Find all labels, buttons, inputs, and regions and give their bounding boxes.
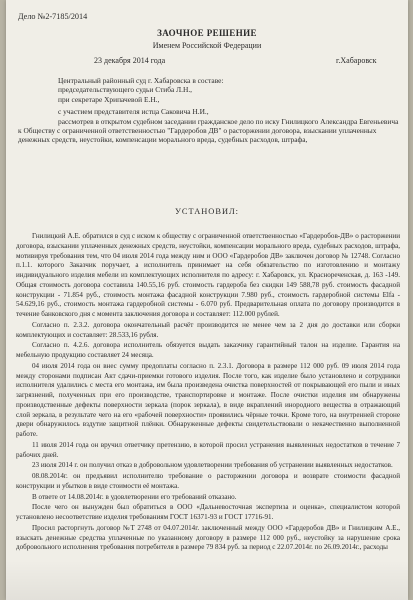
decision-city: г.Хабаровск <box>336 56 377 65</box>
paragraph: Просил расторгнуть договор №Т 2748 от 04.07.2014г. заключенный между ООО «Гардеробов ДВ» и Гнилицким А.Е., взыскать денежные средства уплаченные по указанному договору в размере 112 000 руб., неустойку за нарушение срока добровольного исполнения требования потребителя в размере 79 834 руб. за период с 22.07.2014г. по 26.09.2014г., расходы <box>16 523 400 552</box>
paragraph: 04 июля 2014 года он внес сумму предоплаты согласно п. 2.3.1. Договора в размере 112 000 руб. 09 июля 2014 года между сторонами подписан Акт сдачи-приемки готового изделия. После того, как изделие было установлено и сотрудники исполнителя удалились с места его монтажа, им была произведена очистка поверхностей от покрывающей его пыли и иных загрязнений, полученных при его производстве, транспортировке и монтаже. После очистки изделия им обнаружены производственные дефекты поверхности зеркала (порок зеркала), в виде вкраплений инородного вещества в отражающий слой зеркала, в результате чего на его «рабочей поверхности» проявились чёрные точки. Кроме того, на внутренней стороне двери обнаружилось вздутие защитной плёнки. Обнаруженные дефекты свидетельствовали о некачественно выполненной работе. <box>16 361 400 438</box>
paragraph: 08.08.2014г. он предъявил исполнителю требование о расторжении договора и возврате стоимости фасадной конструкции и убытков в виде стоимости её монтажа. <box>16 472 400 490</box>
section-heading: УСТАНОВИЛ: <box>175 207 239 216</box>
document-page <box>6 0 408 600</box>
paragraph: В ответе от 14.08.2014г. в удовлетворении его требований отказано. <box>32 492 237 501</box>
court-line: Центральный районный суд г. Хабаровска в составе: <box>58 76 224 85</box>
paragraph: 11 июля 2014 года он вручил ответчику претензию, в которой просил устранения выявленных недостатков в течение 7 рабочих дней. <box>16 440 400 459</box>
case-description: рассмотрев в открытом судебном заседании гражданское дело по иску Гнилицкого Александра Евгеньевича к Обществу с ограниченной ответственностью "Гардеробов ДВ" о расторжении договора, взыскании уплаченных денежных средств, неустойки, компенсации морального вреда, судебных расходов, штрафа, <box>18 116 399 145</box>
representative-line: с участием представителя истца Саковича Н.И., <box>58 107 209 117</box>
judge-line: председательствующего судьи Стиба Л.Н., <box>58 85 193 95</box>
paragraph: После чего он вынужден был обратиться в ООО «Дальневосточная экспертиза и оценка», специалистом которой установлено несоответствие изделия требованиям ГОСТ 16371-93 и ГОСТ 17716-91. <box>16 503 400 521</box>
paragraph: Согласно п. 2.3.2. договора окончательный расчёт производится не менее чем за 2 дня до доставки или сборки комплектующих и составляет: 28.533,16 рубля. <box>16 320 400 339</box>
secretary-line: при секретаре Хрипачевой Е.Н., <box>58 94 160 104</box>
case-number: Дело №2-7185/2014 <box>18 12 88 21</box>
page-shadow <box>6 560 408 600</box>
document-title: ЗАОЧНОЕ РЕШЕНИЕ <box>157 28 257 38</box>
paragraph: 23 июля 2014 г. он получил отказ в добровольном удовлетворении требования об устранении выявленных недостатков. <box>32 461 393 470</box>
document-subtitle: Именем Российской Федерации <box>152 41 262 50</box>
decision-date: 23 декабря 2014 года <box>94 56 166 65</box>
intro-block <box>18 76 400 145</box>
paragraph: Согласно п. 4.2.6. договора исполнитель обязуется выдать заказчику гарантийный талон на изделие. Гарантия на мебельную продукцию составляет 24 месяца. <box>16 341 400 359</box>
decision-body <box>16 232 400 554</box>
paragraph: Гнилицкий А.Е. обратился в суд с иском к обществу с ограниченной ответственностью «Гардеробов-ДВ» о расторжении договора, взыскании уплаченных денежных средств, неустойки, компенсации морального вреда, судебных расходов, штрафа, мотивируя требования тем, что 04 июля 2014 года между ним и ООО «Гардеробов ДВ» заключен договор № 12748. Согласно п.1.1. которого Заказчик поручает, а исполнитель принимает на себя обязательство по изготовлению и монтажу индивидуального изделия мебели из комплектующих исполнителя по адресу: г. Хабаровск, ул. Краснореченская, д. 163 -149. Общая стоимость договора составила 140.55,16 руб. стоимость гардероба без скидки 149 588,78 руб. стоимость фасадной конструкции - 71.854 руб., стоимость монтажа фасадной конструкции 7.980 руб., стоимость гардеробной системы Elfa - 54.629,16 руб., стоимость монтажа гардеробной системы - 6.070 руб. Предварительная оплата по договору производится в течение банковского дня с момента заключения договора и составляет: 112.000 рублей. <box>16 232 400 318</box>
